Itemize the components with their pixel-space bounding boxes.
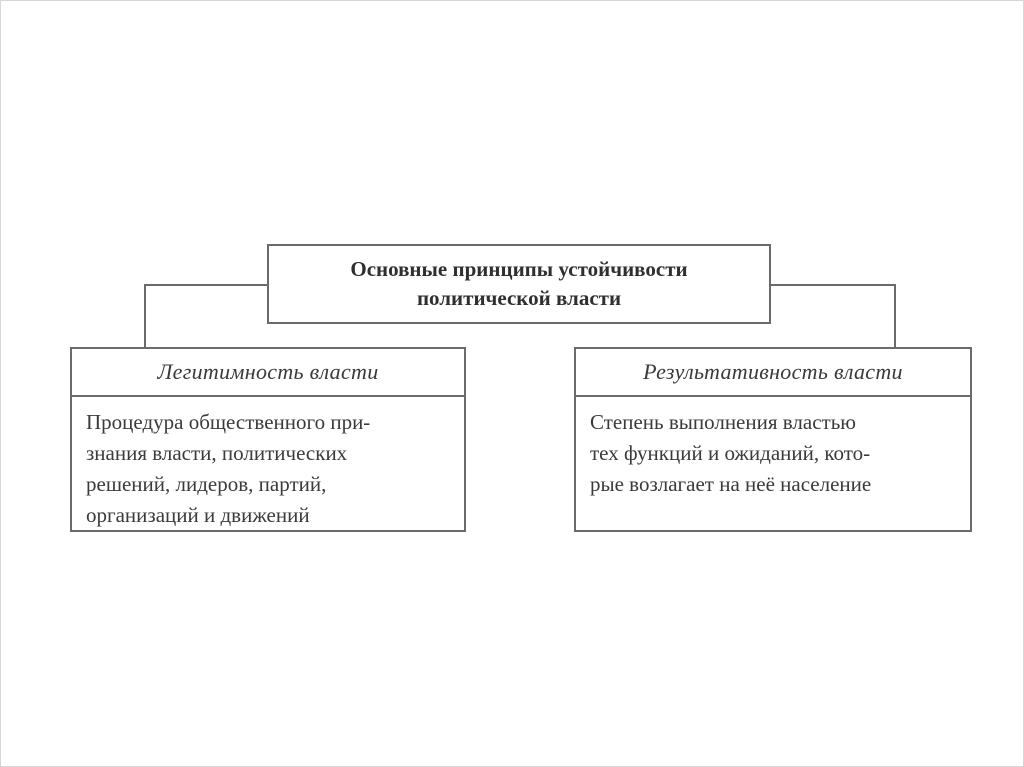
branch-title: Легитимность власти xyxy=(72,349,464,397)
connector-left xyxy=(144,284,270,350)
branch-node-legitimacy xyxy=(70,347,466,532)
branch-title: Результативность власти xyxy=(576,349,970,397)
description-line: Процедура общественного при- xyxy=(86,410,371,434)
description-line: тех функций и ожиданий, кото- xyxy=(590,441,871,465)
root-title-line: политической власти xyxy=(416,286,622,310)
branch-description xyxy=(576,397,970,500)
branch-node-effectiveness xyxy=(574,347,972,532)
description-line: знания власти, политических xyxy=(86,441,348,465)
description-line: рые возлагает на неё население xyxy=(590,472,872,496)
branch-description xyxy=(72,397,464,531)
root-node xyxy=(267,244,771,324)
description-line: организаций и движений xyxy=(86,503,310,527)
description-line: решений, лидеров, партий, xyxy=(86,472,327,496)
root-title-line: Основные принципы устойчивости xyxy=(350,257,688,281)
connector-right xyxy=(769,284,896,350)
description-line: Степень выполнения властью xyxy=(590,410,856,434)
